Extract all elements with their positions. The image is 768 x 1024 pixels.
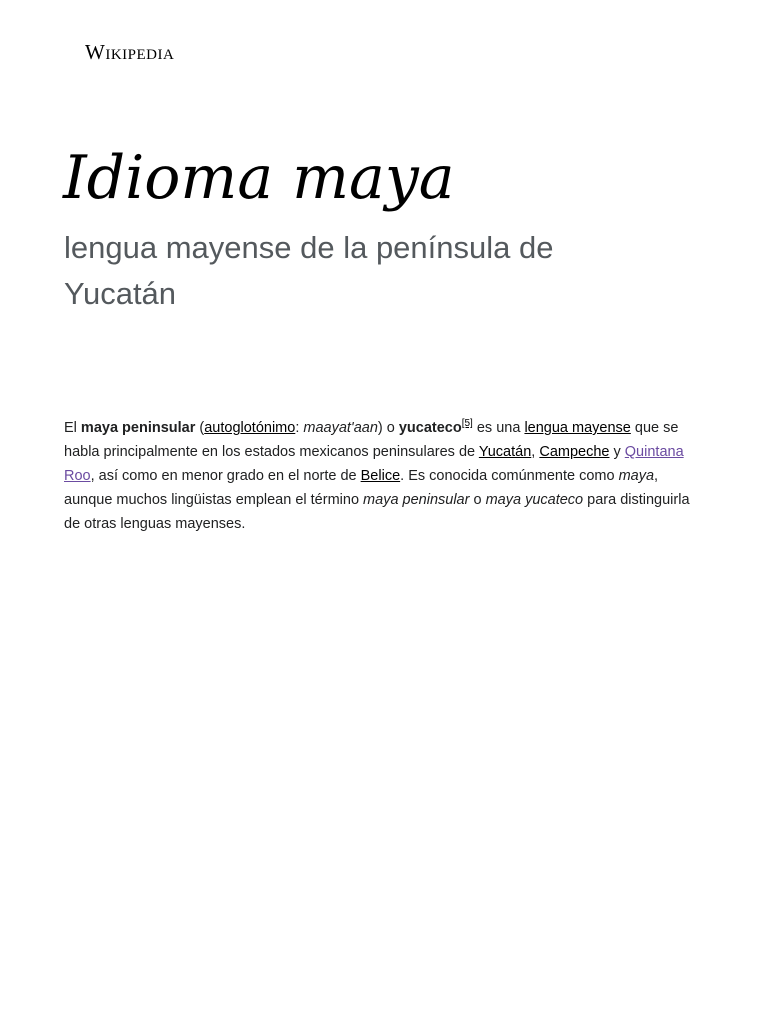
link-lengua-mayense[interactable]: lengua mayense xyxy=(524,420,631,436)
page-title: Idioma maya xyxy=(63,143,455,213)
text-segment: : xyxy=(295,420,304,436)
intro-paragraph xyxy=(64,416,709,536)
text-segment: o xyxy=(469,492,486,508)
link-belice[interactable]: Belice xyxy=(360,468,401,484)
link-yucatan[interactable]: Yucatán xyxy=(478,444,532,460)
link-campeche[interactable]: Campeche xyxy=(539,444,610,460)
text-segment: y xyxy=(609,444,625,460)
link-quintana-roo[interactable]: Quintana Roo xyxy=(64,444,684,484)
bold-term-maya-peninsular: maya peninsular xyxy=(80,420,196,436)
link-autoglotonimo[interactable]: autoglotónimo xyxy=(204,420,296,436)
text-segment: El xyxy=(64,420,81,436)
italic-term-maya-peninsular: maya peninsular xyxy=(363,492,470,508)
text-segment: es una xyxy=(472,420,525,436)
italic-term-maya-yucateco: maya yucateco xyxy=(485,492,584,508)
text-segment: que se habla principalmente en los estados mexicanos peninsulares de xyxy=(64,420,679,460)
italic-term-maya: maya xyxy=(618,468,655,484)
wikipedia-wordmark[interactable]: Wikipedia xyxy=(85,40,175,64)
page-subtitle: lengua mayense de la península de Yucatán xyxy=(64,230,554,311)
text-segment: ) o xyxy=(377,420,399,436)
bold-term-yucateco: yucateco xyxy=(398,420,462,436)
italic-term-maayat-aan: maayat'aan xyxy=(303,420,378,436)
text-segment: , aunque muchos lingüistas emplean el término xyxy=(64,468,659,508)
text-segment: , así como en menor grado en el norte de xyxy=(90,468,361,484)
text-segment: . Es conocida comúnmente como xyxy=(400,468,619,484)
text-segment: ( xyxy=(195,420,205,436)
text-segment: para distinguirla de otras lenguas mayenses. xyxy=(64,492,690,532)
reference-superscript xyxy=(462,418,473,429)
reference-link[interactable]: [5] xyxy=(461,418,473,430)
text-segment: , xyxy=(531,444,540,460)
